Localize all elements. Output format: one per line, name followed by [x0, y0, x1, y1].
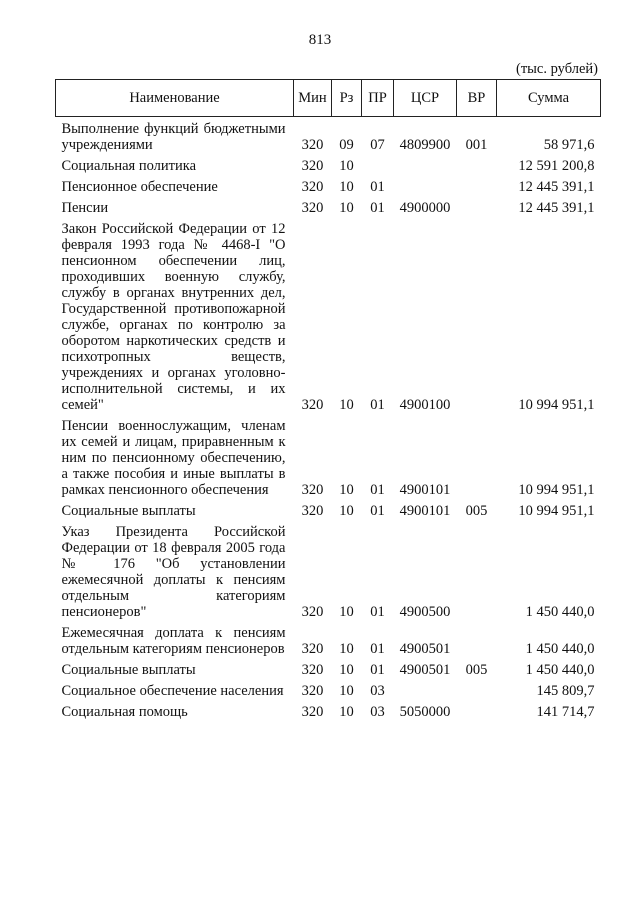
row-csr: 4900101: [399, 482, 451, 498]
row-rz: 10: [339, 641, 354, 657]
row-min: 320: [301, 158, 324, 174]
row-vr: [457, 177, 497, 198]
row-name: Пенсии: [61, 200, 109, 216]
table-row: [56, 416, 601, 501]
row-pr: 03: [370, 704, 385, 720]
row-csr: 4900501: [399, 662, 451, 678]
row-min: 320: [301, 397, 324, 413]
row-pr: 01: [370, 482, 385, 498]
header-pr: ПР: [362, 80, 394, 117]
row-vr: [457, 156, 497, 177]
row-csr: [394, 177, 457, 198]
row-vr: [457, 702, 497, 723]
row-vr: 001: [465, 137, 488, 153]
row-pr: 01: [370, 604, 385, 620]
units-label: (тыс. рублей): [516, 61, 598, 77]
row-vr: [457, 219, 497, 416]
row-name: Указ Президента Российской Федерации от 18 февраля 2005 года № 176 "Об установлении ежемесячной доплаты к пенсиям отдельным категориям пенсионеров": [61, 524, 286, 620]
row-rz: 10: [339, 482, 354, 498]
row-csr: 4809900: [399, 137, 451, 153]
row-vr: [457, 198, 497, 219]
row-csr: 4900000: [399, 200, 451, 216]
row-name: Ежемесячная доплата к пенсиям отдельным категориям пенсионеров: [61, 625, 286, 657]
row-name: Пенсионное обеспечение: [61, 179, 218, 195]
table-row: [56, 681, 601, 702]
header-sum: Сумма: [497, 80, 601, 117]
row-sum: 12 445 391,1: [518, 179, 595, 195]
table-row: [56, 522, 601, 623]
row-min: 320: [301, 137, 324, 153]
header-vr: ВР: [457, 80, 497, 117]
row-rz: 10: [339, 604, 354, 620]
row-csr: [394, 156, 457, 177]
row-rz: 10: [339, 503, 354, 519]
row-min: 320: [301, 482, 324, 498]
row-csr: 4900100: [399, 397, 451, 413]
row-pr: 03: [370, 683, 385, 699]
row-vr: [457, 522, 497, 623]
row-sum: 145 809,7: [536, 683, 595, 699]
row-name: Социальная политика: [61, 158, 197, 174]
row-min: 320: [301, 179, 324, 195]
page-number: 813: [308, 32, 332, 48]
row-pr: 01: [370, 179, 385, 195]
row-pr: 07: [370, 137, 385, 153]
row-pr: 01: [370, 397, 385, 413]
row-sum: 141 714,7: [536, 704, 595, 720]
row-sum: 1 450 440,0: [525, 641, 595, 657]
row-name: Социальные выплаты: [61, 662, 196, 678]
table-row: [56, 702, 601, 723]
row-csr: [394, 681, 457, 702]
row-rz: 10: [339, 179, 354, 195]
row-min: 320: [301, 641, 324, 657]
row-sum: 1 450 440,0: [525, 604, 595, 620]
row-csr: 4900101: [399, 503, 451, 519]
row-min: 320: [301, 200, 324, 216]
row-vr: [457, 623, 497, 660]
row-sum: 1 450 440,0: [525, 662, 595, 678]
row-pr: 01: [370, 503, 385, 519]
header-min: Мин: [294, 80, 332, 117]
budget-table: [55, 79, 601, 723]
row-sum: 10 994 951,1: [518, 482, 595, 498]
table-header-row: [56, 80, 601, 117]
row-rz: 10: [339, 200, 354, 216]
row-name: Социальная помощь: [61, 704, 188, 720]
row-min: 320: [301, 683, 324, 699]
row-name: Социальные выплаты: [61, 503, 196, 519]
row-sum: 12 445 391,1: [518, 200, 595, 216]
row-min: 320: [301, 704, 324, 720]
row-vr: [457, 681, 497, 702]
table-row: [56, 623, 601, 660]
row-name: Пенсии военнослужащим, членам их семей и лицам, приравненным к ним по пенсионному обеспечению, а также пособия и иные выплаты в рамках пенсионного обеспечения: [61, 418, 286, 498]
table-row: [56, 177, 601, 198]
table-row: [56, 660, 601, 681]
row-rz: 10: [339, 158, 354, 174]
row-name: Социальное обеспечение населения: [61, 683, 284, 699]
row-rz: 10: [339, 704, 354, 720]
row-rz: 10: [339, 662, 354, 678]
table-row: [56, 117, 601, 157]
row-vr: [457, 416, 497, 501]
row-pr: [362, 156, 394, 177]
row-rz: 10: [339, 397, 354, 413]
row-name: Закон Российской Федерации от 12 февраля 1993 года № 4468-I "О пенсионном обеспечении лиц, проходивших военную службу, службу в органах внутренних дел, Государственной противопожарной службе, органах по контролю за оборотом наркотических средств и психотропных веществ, учреждениях и органах уголовно-исполнительной системы, и их семей": [61, 221, 286, 413]
row-min: 320: [301, 604, 324, 620]
row-vr: 005: [465, 662, 488, 678]
row-pr: 01: [370, 641, 385, 657]
table-row: [56, 219, 601, 416]
row-rz: 09: [339, 137, 354, 153]
row-min: 320: [301, 662, 324, 678]
row-min: 320: [301, 503, 324, 519]
table-row: [56, 501, 601, 522]
row-csr: 5050000: [399, 704, 451, 720]
row-sum: 10 994 951,1: [518, 503, 595, 519]
table-row: [56, 156, 601, 177]
header-rz: Рз: [332, 80, 362, 117]
header-csr: ЦСР: [394, 80, 457, 117]
row-csr: 4900500: [399, 604, 451, 620]
row-rz: 10: [339, 683, 354, 699]
row-name: Выполнение функций бюджетными учреждениями: [61, 121, 286, 153]
row-sum: 10 994 951,1: [518, 397, 595, 413]
row-sum: 12 591 200,8: [518, 158, 595, 174]
table-row: [56, 198, 601, 219]
row-pr: 01: [370, 200, 385, 216]
row-sum: 58 971,6: [543, 137, 595, 153]
row-vr: 005: [465, 503, 488, 519]
row-pr: 01: [370, 662, 385, 678]
header-name: Наименование: [56, 80, 294, 117]
row-csr: 4900501: [399, 641, 451, 657]
